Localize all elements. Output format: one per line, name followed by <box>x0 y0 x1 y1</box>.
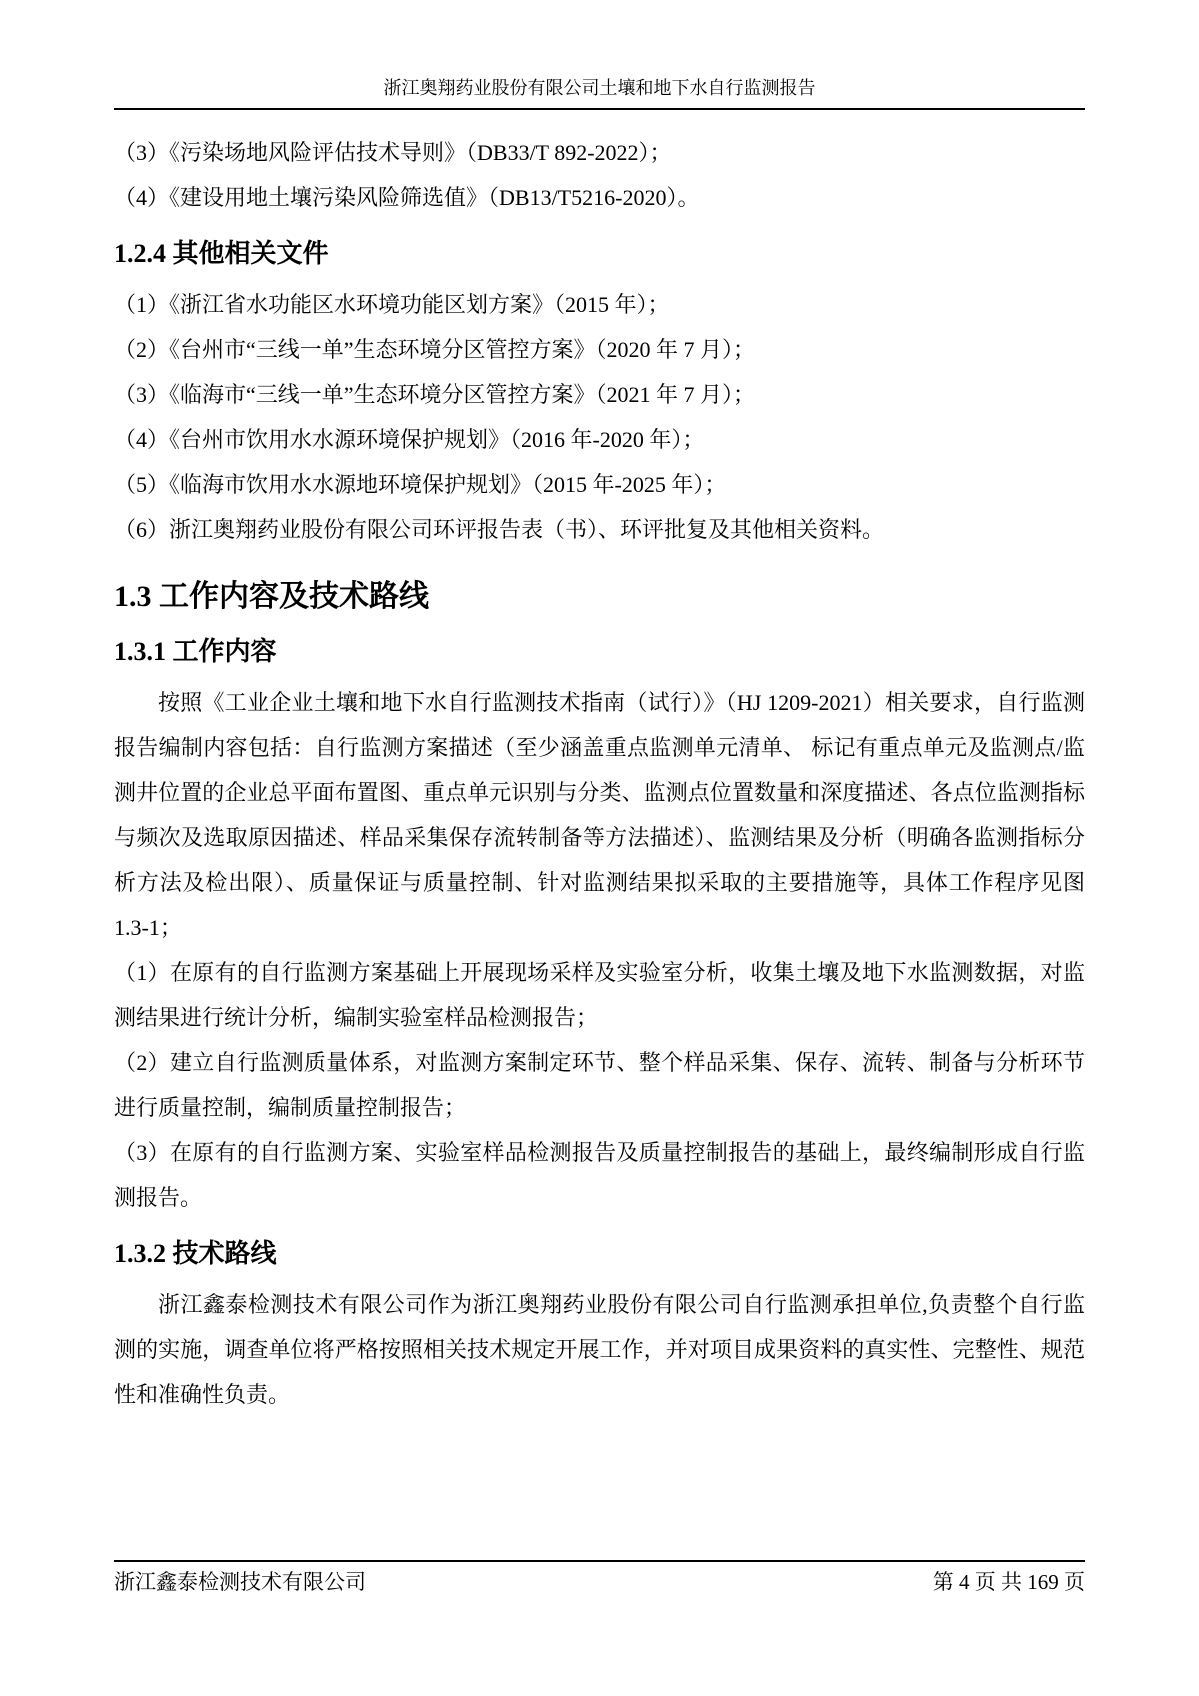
paragraph: 按照《工业企业土壤和地下水自行监测技术指南（试行）》（HJ 1209-2021）相关要求，自行监测报告编制内容包括：自行监测方案描述（至少涵盖重点监测单元清单、 标记有重点单元及监测点/监测井位置的企业总平面布置图、重点单元识别与分类、监测点位置数量和深度描述、各点位监测指标与频次及选取原因描述、样品采集保存流转制备等方法描述）、监测结果及分析（明确各监测指标分析方法及检出限）、质量保证与质量控制、针对监测结果拟采取的主要措施等，具体工作程序见图 1.3-1； <box>114 690 1085 940</box>
list-item: （3）《污染场地风险评估技术导则》（DB33/T 892-2022）； <box>114 140 672 165</box>
list-item: （2）《台州市“三线一单”生态环境分区管控方案》（2020 年 7 月）； <box>114 337 756 362</box>
list-item: （4）《台州市饮用水水源环境保护规划》（2016 年-2020 年）； <box>114 427 705 452</box>
header-title: 浙江奥翔药业股份有限公司土壤和地下水自行监测报告 <box>383 78 816 98</box>
section-heading-1-2-4: 1.2.4 其他相关文件 <box>114 239 329 268</box>
reference-list-continued <box>114 130 1085 220</box>
footer-page-number: 第 4 页 共 169 页 <box>932 1570 1085 1594</box>
list-item: （5）《临海市饮用水水源地环境保护规划》（2015 年-2025 年）； <box>114 472 727 497</box>
technical-route-paragraphs <box>114 1282 1085 1417</box>
section-heading-1-3: 1.3 工作内容及技术路线 <box>114 580 429 613</box>
list-item: （6）浙江奥翔药业股份有限公司环评报告表（书）、环评批复及其他相关资料。 <box>114 517 885 542</box>
document-body <box>114 130 1085 1417</box>
paragraph: （1）在原有的自行监测方案基础上开展现场采样及实验室分析，收集土壤及地下水监测数据，对监测结果进行统计分析，编制实验室样品检测报告； <box>114 960 1085 1030</box>
paragraph: （2）建立自行监测质量体系，对监测方案制定环节、整个样品采集、保存、流转、制备与分析环节进行质量控制，编制质量控制报告； <box>114 1050 1085 1120</box>
paragraph: 浙江鑫泰检测技术有限公司作为浙江奥翔药业股份有限公司自行监测承担单位,负责整个自行监测的实施，调查单位将严格按照相关技术规定开展工作，并对项目成果资料的真实性、完整性、规范性和准确性负责。 <box>114 1292 1085 1407</box>
list-item: （1）《浙江省水功能区水环境功能区划方案》（2015 年）； <box>114 292 670 317</box>
list-item: （4）《建设用地土壤污染风险筛选值》（DB13/T5216-2020）。 <box>114 185 700 210</box>
work-content-paragraphs <box>114 680 1085 1220</box>
section-heading-1-3-2: 1.3.2 技术路线 <box>114 1239 277 1268</box>
section-heading-1-3-1: 1.3.1 工作内容 <box>114 637 277 666</box>
paragraph: （3）在原有的自行监测方案、实验室样品检测报告及质量控制报告的基础上，最终编制形成自行监测报告。 <box>114 1140 1085 1210</box>
page-header <box>114 0 1085 110</box>
page-footer <box>114 1560 1085 1595</box>
list-item: （3）《临海市“三线一单”生态环境分区管控方案》（2021 年 7 月）； <box>114 382 756 407</box>
footer-company: 浙江鑫泰检测技术有限公司 <box>114 1570 366 1594</box>
other-documents-list <box>114 282 1085 552</box>
